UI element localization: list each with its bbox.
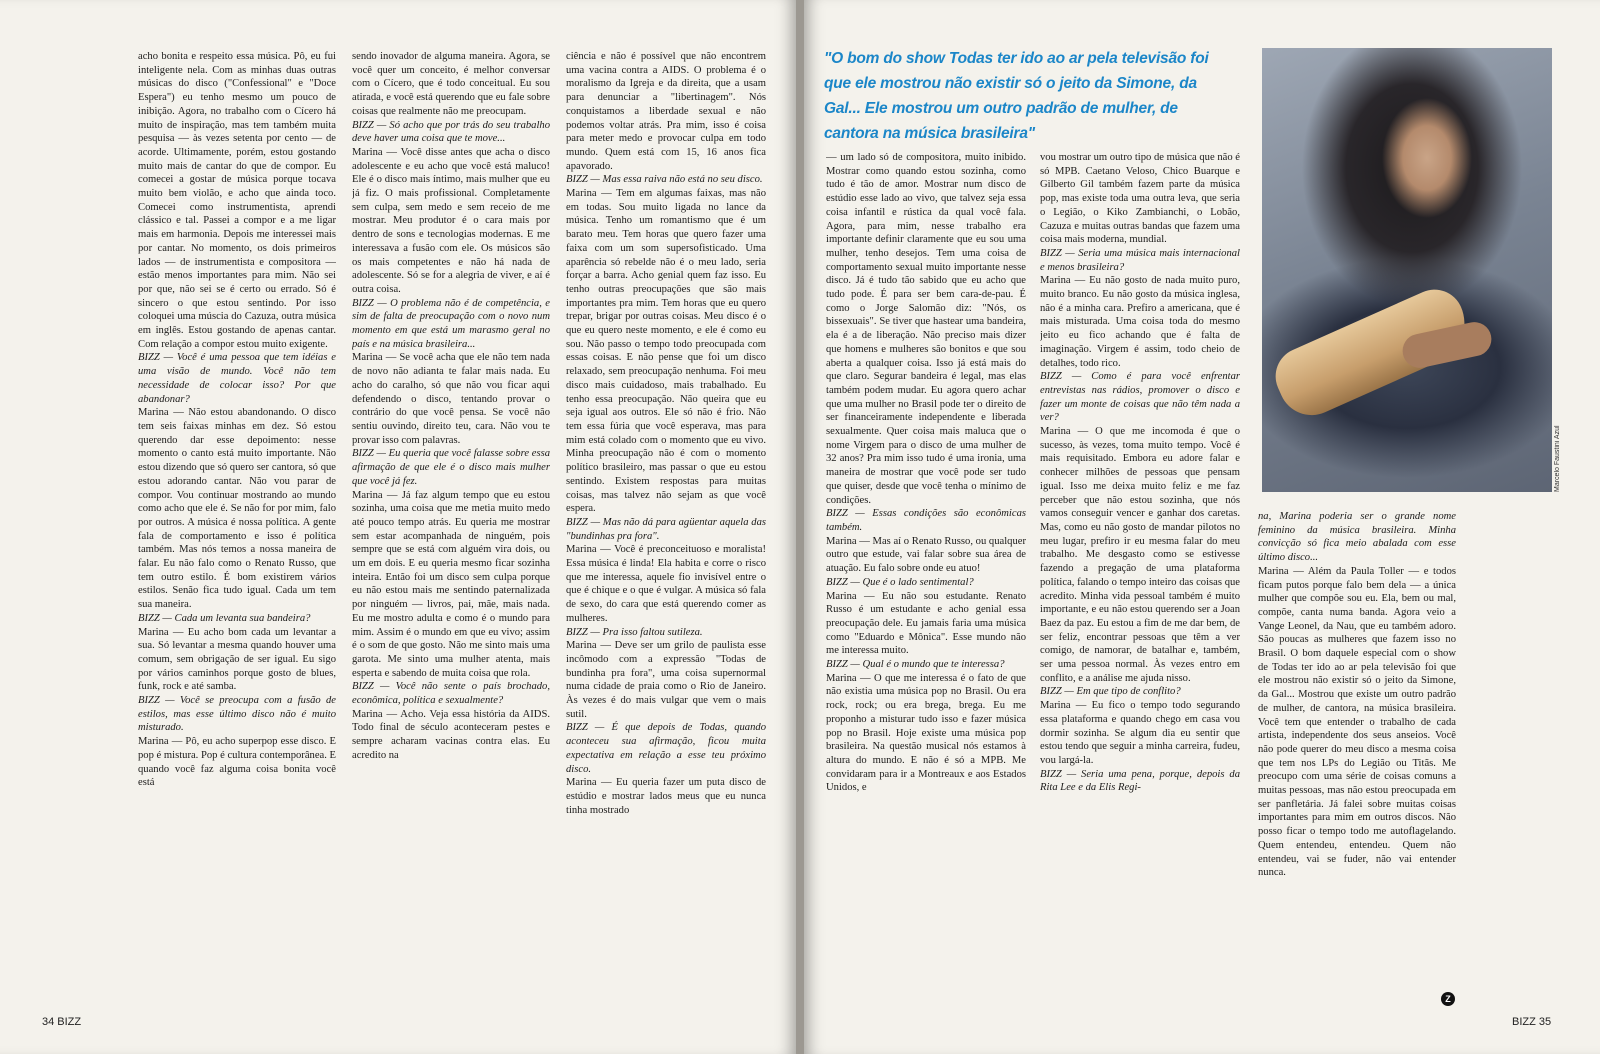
interview-question: BIZZ — Como é para você enfrentar entrevistas nas rádios, promover o disco e fazer um monte de coisas que não têm nada a ver? bbox=[1040, 371, 1240, 424]
interview-paragraph: Marina — Eu queria fazer um puta disco de estúdio e mostrar lados meus que eu nunca tinha mostrado bbox=[566, 777, 766, 816]
interview-question: BIZZ — Seria uma pena, porque, depois da Rita Lee e da Elis Regi- bbox=[1040, 768, 1240, 794]
interview-paragraph: Marina — Você disse antes que acha o disco adolescente e eu acho que você está maluco! Ele é o disco mais íntimo, mais mulher que eu já fiz. O mais profissional. Completamente sem culpa, sem medo e sem receio de me mostrar. Meu produtor é o cara mais por dentro de sons e tecnologias modernas. E me interessava a fusão com ele. Os músicos são os mais competentes e não há nada de adolescente. Só se for a alegria de viver, e aí é outra coisa. bbox=[352, 146, 550, 295]
interview-question: BIZZ — Em que tipo de conflito? bbox=[1040, 686, 1181, 698]
interview-question: na, Marina poderia ser o grande nome feminino da música brasileira. Minha convicção só fica meio abalada com esse último disco... bbox=[1258, 511, 1456, 564]
interview-paragraph: Marina — Eu fico o tempo todo segurando essa plataforma e quando chego em casa vou dormir sozinha. Se algum dia eu sentir que estou tendo que seguir a minha carreira, fudeu, vou largá-la. bbox=[1040, 700, 1240, 766]
interview-paragraph: vou mostrar um outro tipo de música que não é só MPB. Caetano Veloso, Chico Buarque e Gilberto Gil também fazem parte da música pop, mas existe toda uma outra leva, que seria o Legião, o Kiko Zambianchi, o Lobão, Cazuza e muitas outras bandas que fazem uma coisa mais moderna, mundial. bbox=[1040, 152, 1240, 246]
interview-question: BIZZ — Você se preocupa com a fusão de estilos, mas esse último disco não é muito misturado. bbox=[138, 695, 336, 734]
interview-question: BIZZ — Só acho que por trás do seu trabalho deve haver uma coisa que te move... bbox=[352, 119, 550, 145]
interview-question: BIZZ — Você é uma pessoa que tem idéias e uma visão de mundo. Você não tem necessidade de colocar isso? Por que abandonar? bbox=[138, 352, 336, 405]
artist-photo bbox=[1262, 48, 1552, 492]
interview-question: BIZZ — Qual é o mundo que te interessa? bbox=[826, 659, 1005, 671]
interview-paragraph: Marina — O que me incomoda é que o sucesso, às vezes, toma muito tempo. Você é mais requisitado. Embora eu adore falar e conhecer milhões de pessoas que pensam igual. Isso me deixa muito feliz e me faz perceber que não estou sozinha, que nós vamos conseguir vencer e ganhar dos caretas. Mas, como eu não gosto de mandar pilotos no meu lugar, prefiro ir eu mesma falar do meu trabalho. Me desgasto como se estivesse fazendo a pregação de uma plataforma política, falando o tempo inteiro das coisas que acredito. Minha vida pessoal também é muito importante, e eu não estou querendo ser a Joan Baez da paz. Eu estou a fim de me dar bem, de ser feliz, encontrar pessoas que têm a ver comigo, de namorar, de batalhar e, também, ser uma pessoa normal. Às vezes entro em conflito, e a análise me ajuda nisso. bbox=[1040, 426, 1240, 684]
left-column-3 bbox=[566, 50, 766, 1010]
interview-paragraph: Marina — Eu acho bom cada um levantar a sua. Só levantar a mesma quando houver uma comum, sem obrigação de ser igual. Eu sigo por vários caminhos porque gosto de blues, funk, rock e até samba. bbox=[138, 626, 336, 693]
interview-paragraph: Marina — Você é preconceituoso e moralista! Essa música é linda! Ela habita e corre o risco que me interessa, aquele fio invisível entre o que é chique e o que é vulgar. A música só fala de sexo, do cara que está querendo comer as mulheres. bbox=[566, 544, 766, 624]
interview-question: BIZZ — Mas essa raiva não está no seu disco. bbox=[566, 174, 763, 186]
photo-credit: Marcelo Faustini Azul bbox=[1554, 425, 1561, 492]
page-number-right: BIZZ 35 bbox=[1512, 1016, 1552, 1028]
interview-paragraph: Marina — Além da Paula Toller — e todos ficam putos porque falo bem dela — a única mulher que compõe sou eu. Ela, bem ou mal, compõe, canta numa banda. Agora veio a Vange Leonel, da Nau, que eu também adoro. São poucas as mulheres que fazem isso no Brasil. O bom daquele especial com o show de Todas ter ido ao ar pela televisão foi que ele mostrou não existir só o jeito da Simone, da Gal... Mostrou que existe um outro padrão de mulher, de cantora, na música brasileira. Você tem que entender o trabalho de cada artista, independente dos seus anseios. Você não pode querer do meu disco a mesma coisa que tem nos LPs do Legião ou Titãs. Me preocupo com uma série de coisas comuns a muitas pessoas, mas não estou preocupada em ser panfletária. Já falei sobre muitas coisas importantes para mim em outros discos. Não posso ficar o tempo todo me autoflagelando. Quem entendeu, entendeu. Quem não entendeu, vai se fuder, não vai entender nunca. bbox=[1258, 565, 1456, 879]
interview-paragraph: Marina — Deve ser um grilo de paulista esse incômodo com a expressão "Todas de bundinha pra fora", uma coisa supernormal numa cidade de praia como o Rio de Janeiro. Às vezes é do mais vulgar que vem o mais sutil. bbox=[566, 640, 766, 720]
page-number-left: 34 BIZZ bbox=[42, 1016, 82, 1028]
interview-question: BIZZ — Pra isso faltou sutileza. bbox=[566, 626, 703, 638]
interview-question: BIZZ — Cada um levanta sua bandeira? bbox=[138, 612, 311, 624]
spine-gutter bbox=[796, 0, 804, 1054]
interview-paragraph: Marina — Se você acha que ele não tem nada de novo não adianta te falar mais nada. Eu acho do caralho, só que não vou ficar aqui defendendo o disco, tentando provar o contrário do que você pensa. Se você não sentiu ouvindo, direito teu, cara. Não vou te provar isso com palavras. bbox=[352, 352, 550, 446]
interview-paragraph: Marina — Não estou abandonando. O disco tem seis faixas minhas em dez. Só estou querendo dar esse depoimento: nesse momento o canto está muito importante. Não estou dizendo que só quero ser cantora, só que estou adorando cantar. Não vou parar de compor. Vou continuar mostrando ao mundo como acho que ele é. Se não for por mim, falo por outros. A música é nossa política. A gente fala de comportamento e isso é política também. Mas nós temos a nossa maneira de falar. Eu não falo como o Renato Russo, que tem outro estilo. É bom existirem vários estilos. Senão fica tudo igual. Cada um tem sua maneira. bbox=[138, 407, 336, 611]
end-of-article-icon: Z bbox=[1441, 992, 1455, 1006]
interview-question: BIZZ — Que é o lado sentimental? bbox=[826, 576, 974, 588]
interview-paragraph: — um lado só de compositora, muito inibido. Mostrar como quando estou sozinha, como tudo é tão de amor. Mostrar num disco de estúdio esse lado ao vivo, que talvez seja essa coisa infantil e rústica da qual você fala. Agora, para mim, nesse trabalho era importante definir claramente que eu sou uma mulher, tenho desejos. Tem uma coisa de comportamento sexual muito importante nesse disco. Já é tudo tão sabido que eu acho que tudo pode. É para ser bem cara-de-pau. É como o Jorge Salomão diz: "Nós, os bissexuais". Se tiver que hastear uma bandeira, ela é a de liberação. Não preciso mais dizer que homens e mulheres são bonitos e que sou aberta a qualquer coisa. Isso já está mais do que claro. Segurar bandeira é legal, mas elas também podem mudar. Eu agora quero achar que uma mulher no Brasil pode ter o direito de ser financeiramente independente e liberada sexualmente. Quer coisa mais maluca que o nome Virgem para o disco de uma mulher de 32 anos? Pra mim isso tudo é uma ironia, uma maneira de mostrar que você pode ser tudo que quiser, desde que você tenha o mínimo de condições. bbox=[826, 152, 1026, 506]
left-column-1 bbox=[138, 50, 336, 1010]
right-column-1 bbox=[826, 151, 1026, 1011]
interview-paragraph: Marina — Mas aí o Renato Russo, ou qualquer outro que estude, vai falar sobre sua área de atuação. Eu falo sobre onde eu atuo! bbox=[826, 535, 1026, 575]
right-column-2 bbox=[1040, 151, 1240, 1011]
interview-paragraph: Marina — Eu não gosto de nada muito puro, muito branco. Eu não gosto da música inglesa, não é a minha cara. Prefiro a americana, que é mais misturada. Uma coisa toda do mesmo jeito eu fico achando que é falta de imaginação. Virgem é assim, todo cheio de detalhes, todo rico. bbox=[1040, 275, 1240, 369]
interview-paragraph: Marina — Pô, eu acho superpop esse disco. E pop é mistura. Pop é cultura contemporânea. E quando você faz alguma coisa bonita você está bbox=[138, 736, 336, 789]
interview-paragraph: sendo inovador de alguma maneira. Agora, se você quer um conceito, é melhor conversar com o Cícero, que é todo conceitual. Eu sou atirada, e você está querendo que eu fale sobre coisas que realmente não me preocupam. bbox=[352, 51, 550, 117]
interview-paragraph: ciência e não é possível que não encontrem uma vacina contra a AIDS. O problema é o moralismo da Igreja e da direita, que a usam para denunciar a "libertinagem". Nós conquistamos a liberdade sexual e não podemos voltar atrás. Pra mim, isso é coisa para meter medo e provocar culpa em todo mundo. Quem está com 15, 16 anos fica apavorado. bbox=[566, 51, 766, 172]
interview-question: BIZZ — Mas não dá para agüentar aquela das "bundinhas pra fora". bbox=[566, 516, 766, 542]
interview-paragraph: Marina — Tem em algumas faixas, mas não em todas. Sou muito ligada no lance da música. Tenho um romantismo que é um barato meu. Tem horas que quero fazer uma faixa com um som supersofisticado. Uma aparência só rebelde não é o meu lado, seria forçar a barra. Acho genial quem faz isso. Eu tenho outras preocupações que são mais importantes pra mim. Tem horas que eu quero trepar, brigar por outras coisas. Meu disco é o que eu quero neste momento, e ele é como eu sou. Não passo o tempo todo preocupada com essas coisas. E não pense que foi um disco relaxado, sem preocupação nenhuma. Foi meu disco mais cuidadoso, mais trabalhado. Eu tenho essa preocupação. Não queira que eu seja igual aos outros. Ele só não é frio. Não tem essa fúria que você esperava, mas para mim está colado com o momento que eu vivo. Minha preocupação não é com o momento político brasileiro, mas passar o que eu estou sentindo. Existem respostas para muitas coisas, mas talvez não sejam as que você espera. bbox=[566, 188, 766, 515]
pull-quote: "O bom do show Todas ter ido ao ar pela televisão foi que ele mostrou não existir só o jeito da Simone, da Gal... Ele mostrou um outro padrão de mulher, de cantora na música brasileira" bbox=[824, 50, 1209, 142]
interview-paragraph: Marina — Acho. Veja essa história da AIDS. Todo final de século aconteceram pestes e sempre acharam vacinas contra elas. Eu acredito na bbox=[352, 708, 550, 761]
interview-paragraph: Marina — O que me interessa é o fato de que não existia uma música pop no Brasil. Ou era rock, rock; ou era brega, brega. Eu me proponho a misturar tudo isso e fazer música pop no Brasil. Hoje existe uma música pop brasileira. Na questão musical nós estamos à altura do mundo. E não é só a MPB. Me convidaram para ir a Montreaux e aos Estados Unidos, e bbox=[826, 672, 1026, 794]
interview-question: BIZZ — Seria uma música mais internacional e menos brasileira? bbox=[1040, 247, 1240, 273]
interview-question: BIZZ — O problema não é de competência, e sim de falta de preocupação com o novo num momento em que está um marasmo geral no país e na música brasileira... bbox=[352, 297, 550, 350]
interview-question: BIZZ — É que depois de Todas, quando aconteceu sua afirmação, ficou muita expectativa em relação a esse teu próximo disco. bbox=[566, 722, 766, 775]
interview-paragraph: Marina — Eu não sou estudante. Renato Russo é um estudante e acho genial essa preocupação dele. Eu jamais faria uma música como "Eduardo e Mônica". Esse mundo não me interessa muito. bbox=[826, 590, 1026, 657]
interview-paragraph: acho bonita e respeito essa música. Pô, eu fui inteligente nela. Com as minhas duas outras músicas do disco ("Confessional" e "Doce Espera") eu tenho mesmo um pouco de inibição. Agora, no trabalho com o Cícero há muito de inspiração, mas tem também muita pesquisa — às vezes setenta por cento — de acorde. Ultimamente, porém, estou gostando muito mais de cantar do que de compor. Eu comecei a gostar de música porque tocava muito bem violão, e acho que ainda toco. Comecei como instrumentista, aprendi clássico e tal. Passei a compor e a me ligar mais em harmonia. Depois me interessei mais por cantar. No momento, os dois primeiros lados — de instrumentista e compositora — estão menos importantes para mim. Não sei por que, não sei se é certo ou errado. Só é sincero o que estou sentindo. Por isso coloquei uma múscia do Cazuza, outra música em inglês. Estou gostando de apenas cantar. Com relação a compor estou muito exigente. bbox=[138, 51, 336, 350]
right-column-3 bbox=[1258, 510, 1456, 1010]
interview-question: BIZZ — Essas condições são econômicas também. bbox=[826, 508, 1026, 533]
interview-question: BIZZ — Você não sente o país brochado, econômica, política e sexualmente? bbox=[352, 681, 550, 707]
interview-paragraph: Marina — Já faz algum tempo que eu estou sozinha, uma coisa que me metia muito medo até pouco tempo atrás. Eu queria me mostrar sem estar acompanhada de ninguém, pois sempre que se está com alguém vira dois, ou um em dois. E eu queria mesmo ficar sozinha inteira. Então foi um disco sem culpa porque eu não estou mais me sentindo paternalizada por ninguém — livros, pai, mãe, mais nada. Eu me mostro adulta e como é o mundo para mim. Assim é o mundo em que eu vivo; assim é o som de que gosto. Não me sinto mais uma garota. Me sinto uma mulher atenta, mais esperta e sabendo de muita coisa que rola. bbox=[352, 489, 550, 679]
interview-question: BIZZ — Eu queria que você falasse sobre essa afirmação de que ele é o disco mais mulher que você já fez. bbox=[352, 448, 550, 487]
left-column-2 bbox=[352, 50, 550, 1010]
